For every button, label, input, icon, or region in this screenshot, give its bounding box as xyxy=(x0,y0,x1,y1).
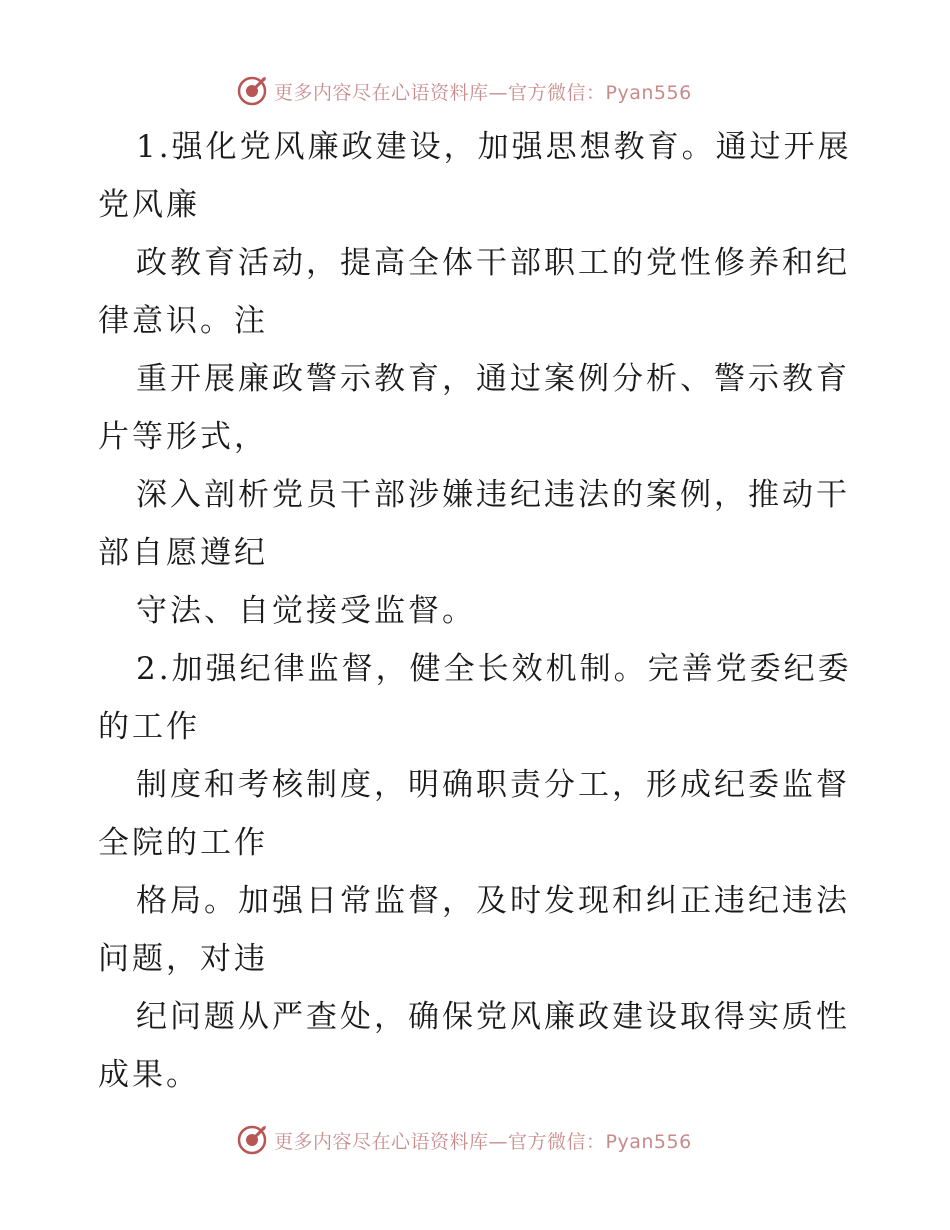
text-line: 党风廉 xyxy=(98,187,200,223)
text-line: 成果。 xyxy=(98,1057,200,1093)
text-line: 2.加强纪律监督，健全长效机制。完善党委纪委 xyxy=(136,651,852,687)
footer-watermark xyxy=(236,1123,736,1157)
text-line: 守法、自觉接受监督。 xyxy=(136,593,476,629)
text-line: 问题，对违 xyxy=(98,941,268,977)
brand-logo-icon xyxy=(236,1124,268,1156)
watermark-text: 更多内容尽在心语资料库—官方微信：Pyan556 xyxy=(274,81,692,104)
text-line: 纪问题从严查处，确保党风廉政建设取得实质性 xyxy=(136,999,850,1035)
watermark-text: 更多内容尽在心语资料库—官方微信：Pyan556 xyxy=(274,1130,692,1153)
text-line: 片等形式， xyxy=(98,419,268,455)
text-line: 律意识。注 xyxy=(98,303,268,339)
text-line: 部自愿遵纪 xyxy=(98,535,268,571)
text-line: 全院的工作 xyxy=(98,825,268,861)
text-line: 格局。加强日常监督，及时发现和纠正违纪违法 xyxy=(136,883,850,919)
header-watermark xyxy=(236,74,736,108)
text-line: 政教育活动，提高全体干部职工的党性修养和纪 xyxy=(136,245,850,281)
text-line: 深入剖析党员干部涉嫌违纪违法的案例，推动干 xyxy=(136,477,850,513)
text-line: 重开展廉政警示教育，通过案例分析、警示教育 xyxy=(136,361,850,397)
text-line: 制度和考核制度，明确职责分工，形成纪委监督 xyxy=(136,767,850,803)
text-line: 的工作 xyxy=(98,709,200,745)
text-line: 1.强化党风廉政建设，加强思想教育。通过开展 xyxy=(136,129,852,165)
brand-logo-icon xyxy=(236,75,268,107)
document-body xyxy=(98,118,858,1104)
